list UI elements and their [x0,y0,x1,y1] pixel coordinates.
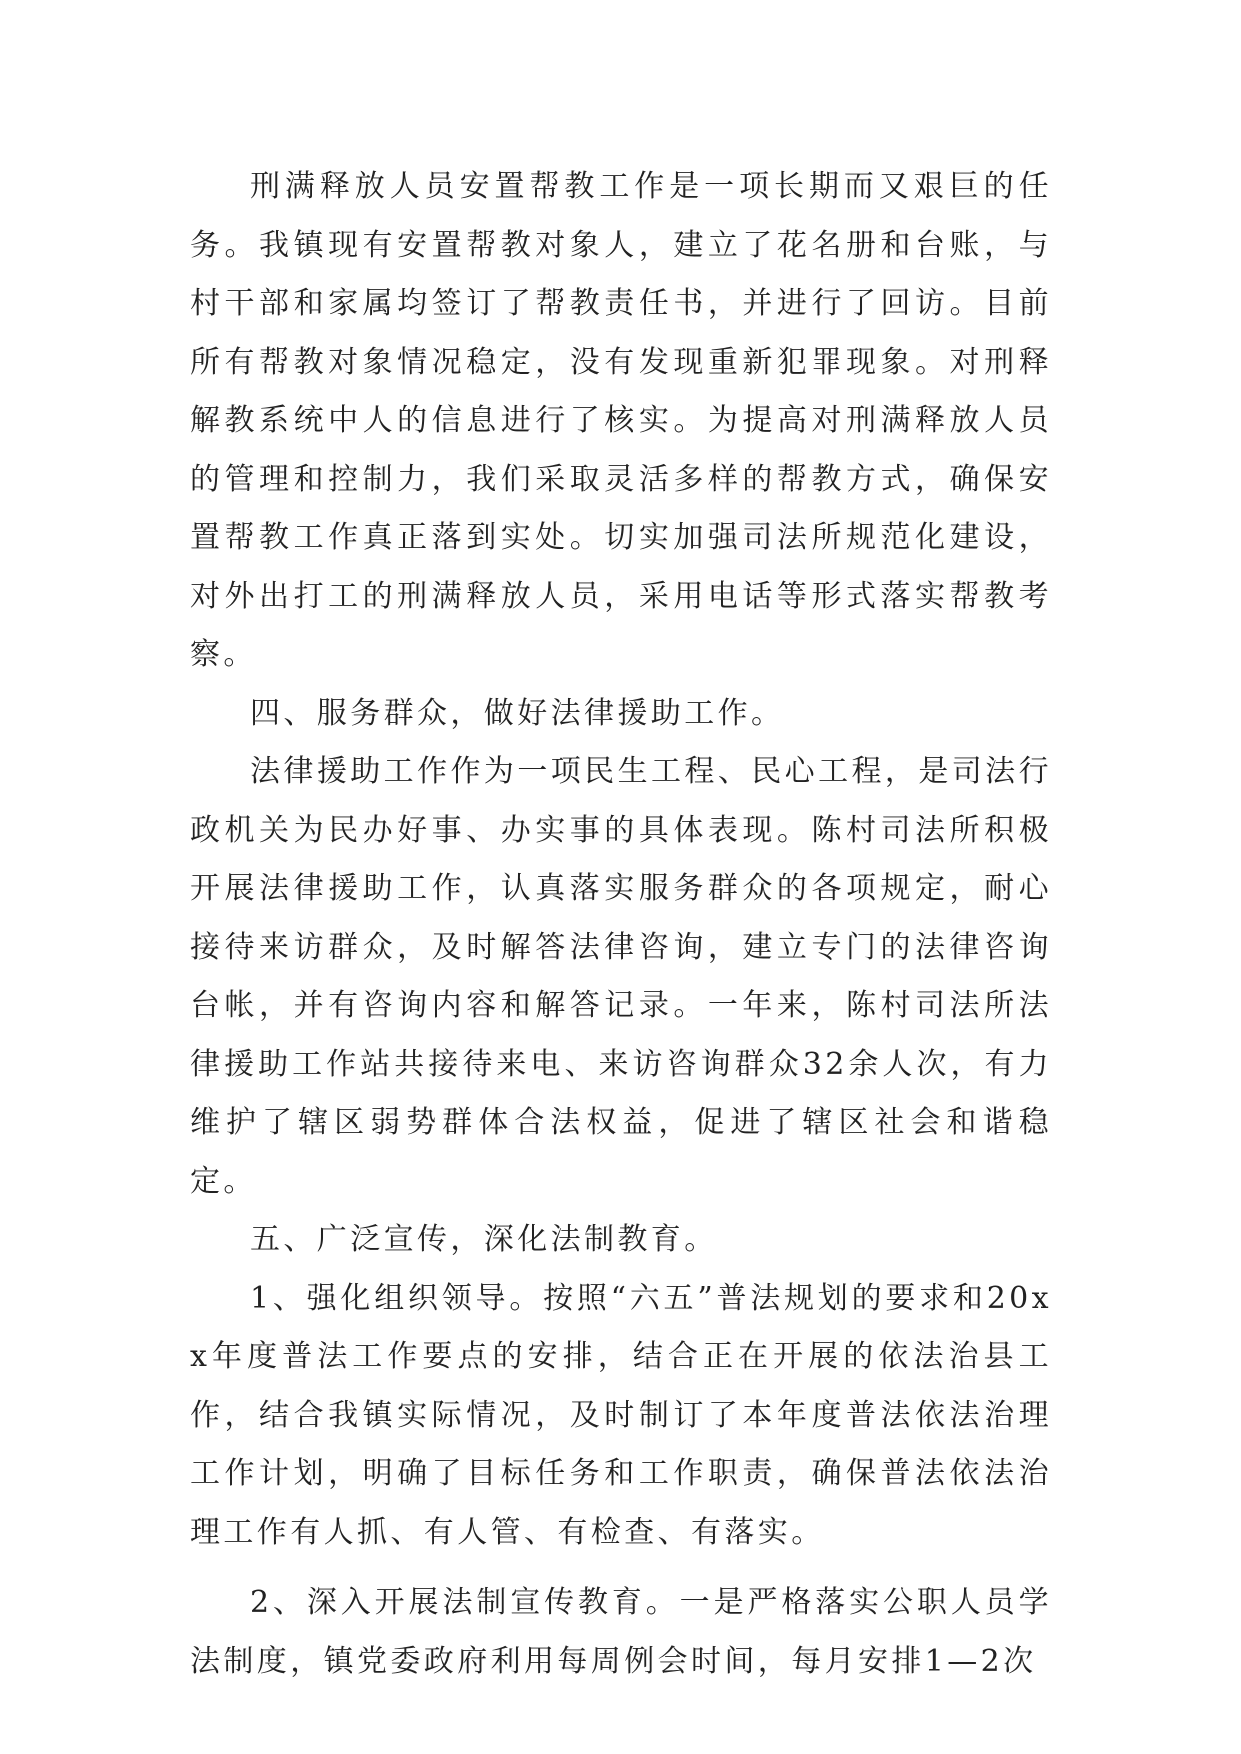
document-body [190,158,1052,1691]
paragraph-resettlement: 刑满释放人员安置帮教工作是一项长期而又艰巨的任务。我镇现有安置帮教对象人，建立了花名册和台账，与村干部和家属均签订了帮教责任书，并进行了回访。目前所有帮教对象情况稳定，没有发现重新犯罪现象。对刑释解教系统中人的信息进行了核实。为提高对刑满释放人员的管理和控制力，我们采取灵活多样的帮教方式，确保安置帮教工作真正落到实处。切实加强司法所规范化建设，对外出打工的刑满释放人员，采用电话等形式落实帮教考察。 [190,169,1052,672]
paragraph-item-two: 2、深入开展法制宣传教育。一是严格落实公职人员学法制度，镇党委政府利用每周例会时间，每月安排1—2次 [190,1585,1052,1679]
paragraph-legal-aid: 法律援助工作作为一项民生工程、民心工程，是司法行政机关为民办好事、办实事的具体表现。陈村司法所积极开展法律援助工作，认真落实服务群众的各项规定，耐心接待来访群众，及时解答法律咨询，建立专门的法律咨询台帐，并有咨询内容和解答记录。一年来，陈村司法所法律援助工作站共接待来电、来访咨询群众32余人次，有力维护了辖区弱势群体合法权益，促进了辖区社会和谐稳定。 [190,754,1052,1199]
heading-section-four: 四、服务群众，做好法律援助工作。 [250,695,785,731]
heading-section-five: 五、广泛宣传，深化法制教育。 [250,1222,718,1257]
paragraph-item-one: 1、强化组织领导。按照“六五”普法规划的要求和20xx年度普法工作要点的安排，结合正在开展的依法治县工作，结合我镇实际情况，及时制订了本年度普法依法治理工作计划，明确了目标任务和工作职责，确保普法依法治理工作有人抓、有人管、有检查、有落实。 [190,1280,1052,1550]
